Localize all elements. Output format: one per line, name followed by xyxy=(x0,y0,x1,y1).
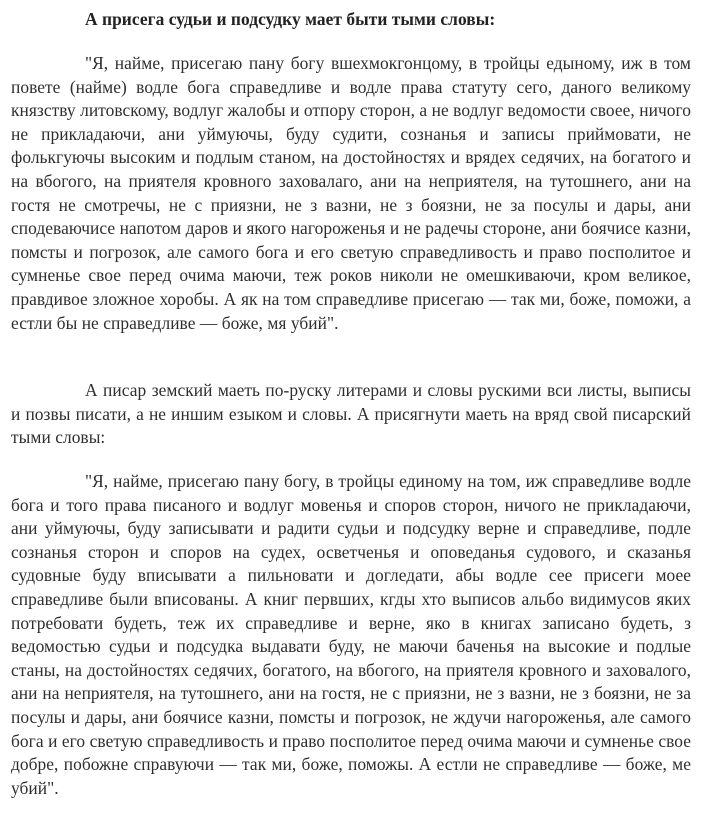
document-heading: А присега судьи и подсудку мает быти тыми словы: xyxy=(85,9,496,29)
paragraph-scribe-instruction: А писар земский маеть по-руску литерами и словы рускими вси листы, выписы и позвы писати, а не иншим езыком и словы. А присягнути маеть на вряд свой писарский тыми словы: xyxy=(11,380,691,448)
paragraph-judge-oath: "Я, найме, присегаю пану богу вшехмокгонцому, в тройцы едыному, иж в том повете (найме) водле бога справедливе и водле права статуту сего, даного великому князству литовскому, водлуг жалобы и отпору сторон, а не водлуг ведомости своее, ничого не прикладаючи, ани уймуючы, буду судити, сознанья и записы приймовати, не фолькгуючы высоким и подлым станом, на достойностях и врядех седячих, на богатого и на вбогого, на приятеля кровного заховалаго, ани на неприятеля, на тутошнего, ани на гостя не смотречы, не с приязни, не з вазни, не з боязни, не за посулы и дары, ани сподеваючисе напотом даров и якого нагороженья и не радечы стороне, ани боячисе казни, помсты и погрозок, але самого бога и его светую справедливость и право посполитое и сумненье свое перед очима маючи, теж роков николи не омешкиваючи, кром великое, правдивое зложное хоробы. А як на том справедливе присегаю — так ми, боже, поможи, а естли бы не справедливе — боже, мя убий". xyxy=(11,53,691,333)
paragraph-scribe-oath: "Я, найме, присегаю пану богу, в тройцы единому на том, иж справедливе водле бога и того права писаного и водлуг мовенья и споров сторон, ничого не прикладаючи, ани уймуючы, буду записывати и радити судьи и подсудку верне и справедливе, подле сознанья сторон и споров на судех, осветченья и оповеданья судового, и сказанья судовные буду вписывати а пильновати и догледати, абы водле сее присеги моее справедливе были вписованы. А книг первших, кгды хто выписов альбо видимусов яких потребовати будеть, теж их справедливе и верне, яко в книгах записано будеть, з ведомостью судьи и подсудка выдавати буду, не маючи баченья на высокие и подлые станы, на достойностях седячих, богатого, на вбогого, на приятеля кровного и заховалого, ани на неприятеля, на тутошнего, ани на гостя, не с приязни, не з вазни, не з боязни, не за посулы и дары, ани боячисе казни, помсты и погрозок, не ждучи нагороженья, але самого бога и его светую справедливость и право посполитое перед очима маючи и сумненье свое добре, побожне справуючи — так ми, боже, поможы. А естли не справедливе — боже, ме убий". xyxy=(11,471,691,798)
